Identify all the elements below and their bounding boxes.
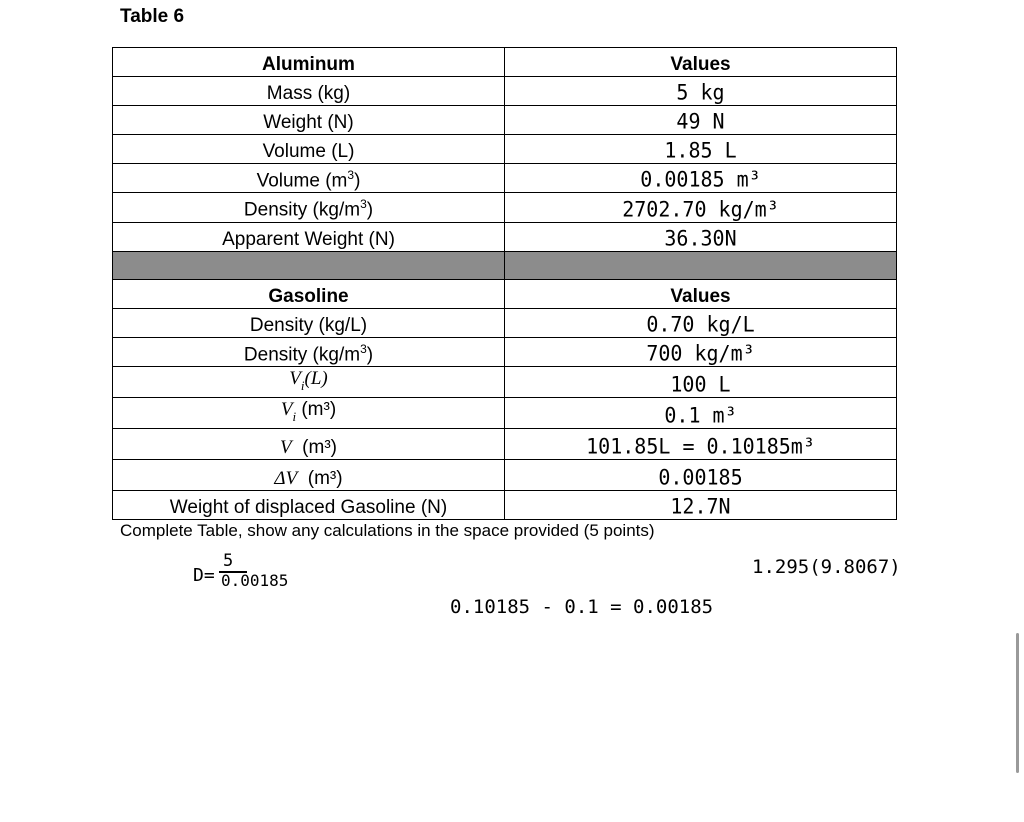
handwritten-value: 5 kg bbox=[676, 79, 725, 105]
table-row bbox=[113, 135, 897, 164]
handwritten-value: 36.30N bbox=[664, 224, 737, 251]
density-denominator: 0.00185 bbox=[221, 571, 289, 590]
table-row bbox=[113, 428, 897, 459]
gasoline-values-header: Values bbox=[505, 279, 897, 308]
table-row bbox=[113, 193, 897, 222]
table-row bbox=[113, 106, 897, 135]
row-label: ΔV (m³) bbox=[113, 459, 505, 490]
separator-cell bbox=[505, 251, 897, 279]
row-label: Volume (L) bbox=[113, 135, 505, 164]
table-row bbox=[113, 397, 897, 428]
handwritten-value: 12.7N bbox=[670, 493, 731, 519]
aluminum-header: Aluminum bbox=[113, 48, 505, 77]
row-value bbox=[505, 308, 897, 337]
row-label: Density $(kg/m^3)$ bbox=[113, 193, 505, 222]
table-row bbox=[113, 490, 897, 519]
separator-row bbox=[113, 251, 897, 279]
table-row bbox=[113, 308, 897, 337]
row-value bbox=[505, 222, 897, 251]
handwritten-value: 100 L bbox=[670, 371, 731, 397]
row-value bbox=[505, 490, 897, 519]
handwritten-value: 0.00185 m³ bbox=[640, 166, 761, 193]
row-value bbox=[505, 77, 897, 106]
aluminum-header-row bbox=[113, 48, 897, 77]
row-label: Apparent Weight (N) bbox=[113, 222, 505, 251]
row-value bbox=[505, 428, 897, 459]
table-row bbox=[113, 459, 897, 490]
row-value bbox=[505, 193, 897, 222]
row-value bbox=[505, 135, 897, 164]
row-value bbox=[505, 164, 897, 193]
density-lhs: D= bbox=[193, 565, 215, 586]
row-value bbox=[505, 459, 897, 490]
handwritten-value: 1.85 L bbox=[664, 137, 737, 163]
handwritten-value: 700 kg/m³ bbox=[646, 340, 755, 366]
table-caption: Table 6 bbox=[120, 6, 185, 27]
handwritten-value: 0.70 kg/L bbox=[646, 310, 755, 337]
row-value bbox=[505, 366, 897, 397]
row-value bbox=[505, 397, 897, 428]
table-row bbox=[113, 337, 897, 366]
table-row bbox=[113, 366, 897, 397]
handwritten-value: 0.1 m³ bbox=[664, 402, 737, 428]
row-label: Density (kg/L) bbox=[113, 308, 505, 337]
handwritten-value: 49 N bbox=[676, 108, 725, 134]
table-row bbox=[113, 77, 897, 106]
weight-calculation: 1.295(9.8067) bbox=[752, 556, 901, 578]
row-label: Weight (N) bbox=[113, 106, 505, 135]
handwritten-value: 101.85L = 0.10185m³ bbox=[586, 433, 815, 459]
density-numerator: 5 bbox=[223, 551, 234, 571]
table-row bbox=[113, 222, 897, 251]
gasoline-header: Gasoline bbox=[113, 279, 505, 308]
aluminum-values-header: Values bbox=[505, 48, 897, 77]
volume-difference-calculation: 0.10185 - 0.1 = 0.00185 bbox=[450, 596, 714, 618]
vertical-scrollbar[interactable] bbox=[1016, 633, 1019, 773]
row-label: $V_i$ (m³) bbox=[113, 397, 505, 428]
handwritten-value: 0.00185 bbox=[658, 464, 743, 490]
row-label: $V_i(L)$ bbox=[113, 366, 505, 397]
separator-cell bbox=[113, 251, 505, 279]
handwritten-value: 2702.70 kg/m³ bbox=[622, 195, 779, 222]
row-value bbox=[505, 106, 897, 135]
table-row bbox=[113, 164, 897, 193]
instructions-text: Complete Table, show any calculations in the space provided (5 points) bbox=[120, 521, 655, 540]
row-value bbox=[505, 337, 897, 366]
row-label: Density $(kg/m^3)$ bbox=[113, 337, 505, 366]
row-label: V (m³) bbox=[113, 428, 505, 459]
gasoline-header-row bbox=[113, 279, 897, 308]
row-label: Volume $(m^3)$ bbox=[113, 164, 505, 193]
data-table bbox=[112, 47, 897, 520]
row-label: Weight of displaced Gasoline (N) bbox=[113, 490, 505, 519]
row-label: Mass (kg) bbox=[113, 77, 505, 106]
